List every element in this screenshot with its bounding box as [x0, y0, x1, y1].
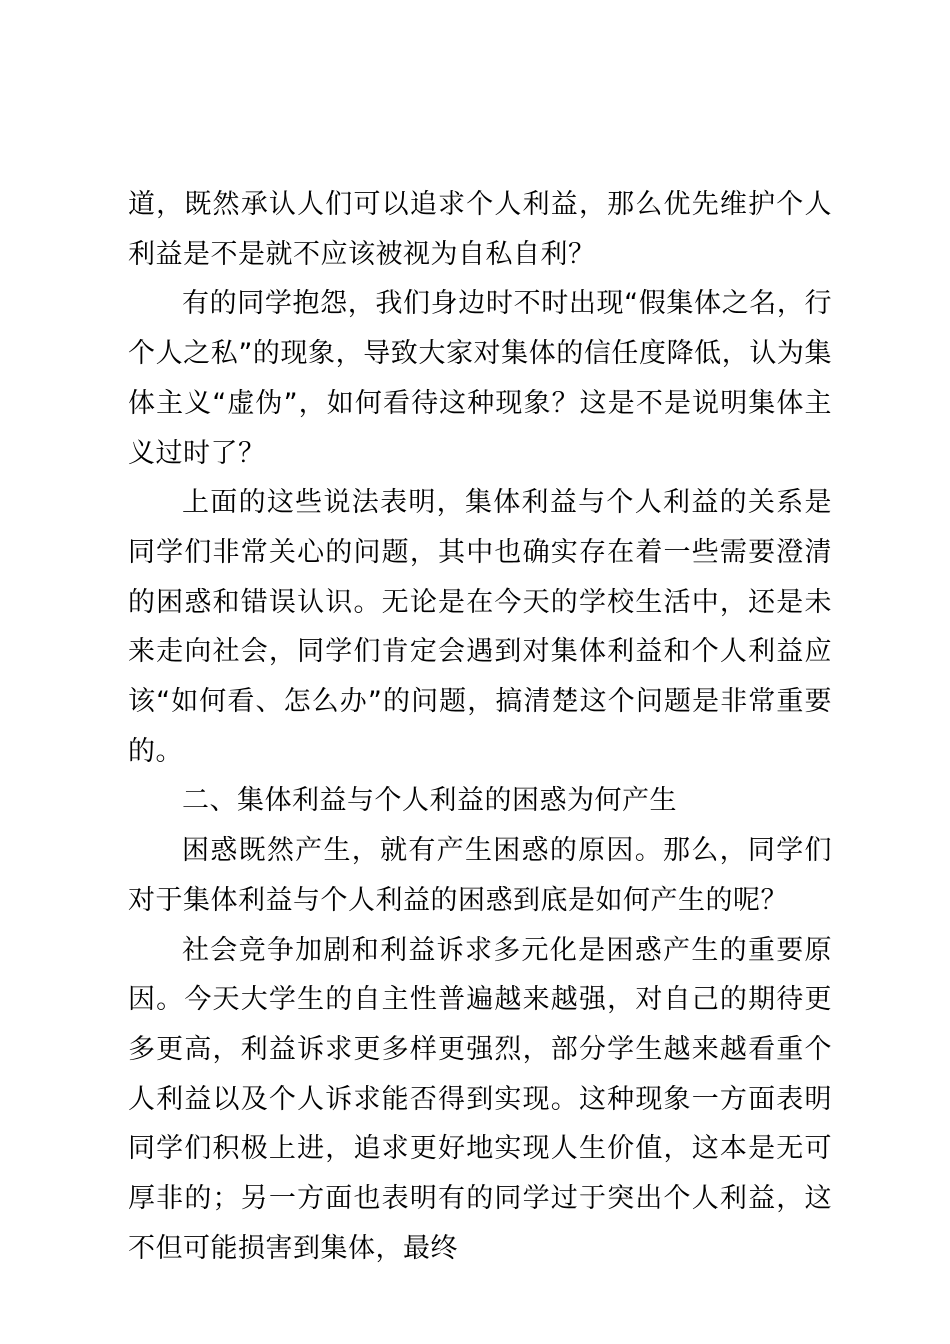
- paragraph-summary: 上面的这些说法表明，集体利益与个人利益的关系是同学们非常关心的问题，其中也确实存在着一些需要澄清的困惑和错误认识。无论是在今天的学校生活中，还是未来走向社会，同学们肯定会遇到对集体利益和个人利益应该“如何看、怎么办”的问题，搞清楚这个问题是非常重要的。: [128, 487, 832, 767]
- body-text: [128, 180, 832, 1273]
- paragraph-cause-question: 困惑既然产生，就有产生困惑的原因。那么，同学们对于集体利益与个人利益的困惑到底是如何产生的呢？: [128, 835, 832, 916]
- paragraph-complaint: 有的同学抱怨，我们身边时不时出现“假集体之名，行个人之私”的现象，导致大家对集体的信任度降低，认为集体主义“虚伪”，如何看待这种现象？这是不是说明集体主义过时了？: [128, 288, 832, 469]
- paragraph-continuation: 道，既然承认人们可以追求个人利益，那么优先维护个人利益是不是就不应该被视为自私自利？: [128, 189, 832, 270]
- paragraph-competition: 社会竞争加剧和利益诉求多元化是困惑产生的重要原因。今天大学生的自主性普遍越来越强，对自己的期待更多更高，利益诉求更多样更强烈，部分学生越来越看重个人利益以及个人诉求能否得到实现。这种现象一方面表明同学们积极上进，追求更好地实现人生价值，这本是无可厚非的；另一方面也表明有的同学过于突出个人利益，这不但可能损害到集体，最终: [128, 934, 832, 1264]
- section-heading: 二、集体利益与个人利益的困惑为何产生: [182, 785, 677, 817]
